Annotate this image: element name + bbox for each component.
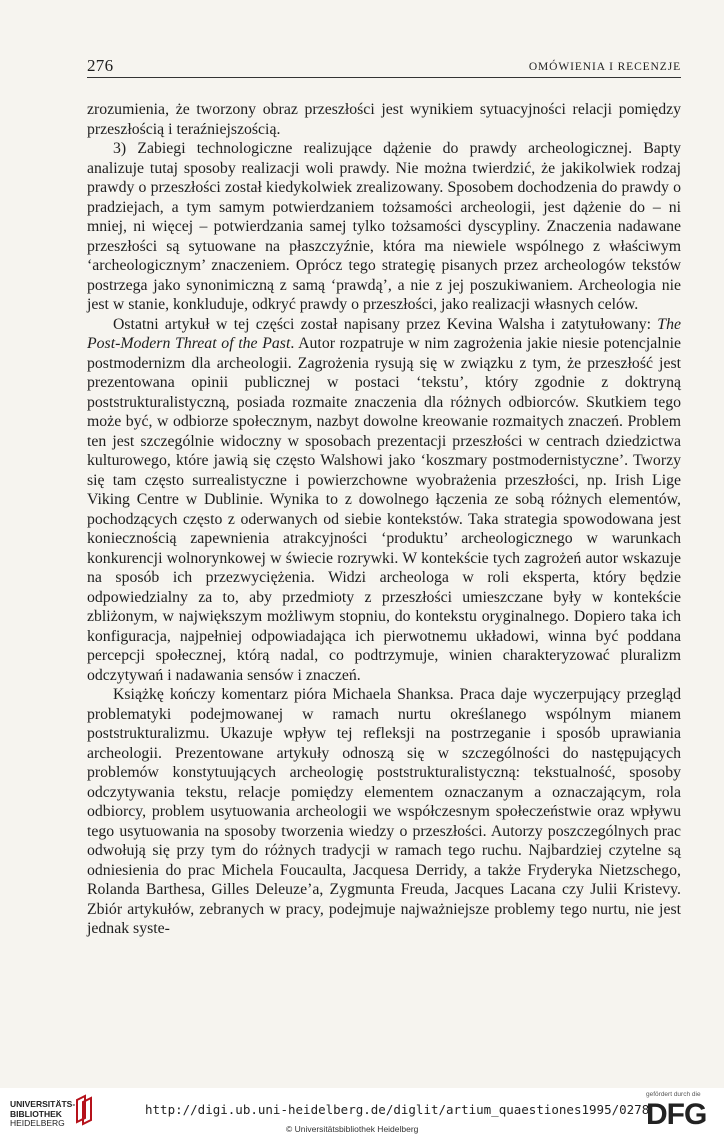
library-name-line-1: UNIVERSITÄTS- bbox=[10, 1099, 76, 1109]
paragraph-4: Książkę kończy komentarz pióra Michaela Shanksa. Praca daje wyczerpujący przegląd problematyki podejmowanej w ramach nurtu określanego wspólnym mianem poststrukturalizmu. Ukazuje wpływ tej refleksji na postrzeganie i sposób uprawiania archeologii. Prezentowane artykuły odnoszą się w szczególności do następujących problemów konstytuujących archeologię poststrukturalistyczną: tekstualność, sposoby odczytywania tekstu, relacje pomiędzy elementem oznaczanym a oznaczającym, rola odbiorcy, problem usytuowania archeologii we współczesnym społeczeństwie oraz wpływu tego usytuowania na sposoby tworzenia wiedzy o przeszłości. Autorzy poszczególnych prac odwołują się przy tym do różnych tradycji w ramach tego ruchu. Najbardziej czytelne są odniesienia do prac Michela Foucaulta, Jacquesa Derridy, a także Fryderyka Nietzschego, Rolanda Barthesa, Gilles Deleuze’a, Zygmunta Freuda, Jacques Lacana czy Julii Kristevy. Zbiór artykułów, zebranych w pracy, podejmuje najważniejsze problemy tego nurtu, nie jest jednak syste- bbox=[87, 686, 681, 937]
library-name-line-3: HEIDELBERG bbox=[10, 1118, 65, 1128]
page-number: 276 bbox=[87, 56, 114, 75]
paragraph-1: zrozumienia, że tworzony obraz przeszłości jest wynikiem sytuacyjności relacji pomiędzy przeszłością i teraźniejszością. bbox=[87, 101, 681, 138]
library-logo-icon bbox=[73, 1092, 95, 1126]
header-rule bbox=[87, 77, 681, 78]
paragraph-3-intro: Ostatni artykuł w tej części został napisany przez Kevina Walsha i zatytułowany: bbox=[113, 315, 658, 333]
paragraph-3 bbox=[87, 315, 681, 686]
copyright-notice: © Universitätsbibliothek Heidelberg bbox=[286, 1124, 419, 1134]
paragraph-3-rest: . Autor rozpatruje w nim zagrożenia jakie niesie potencjalnie postmodernizm dla archeologii. Zagrożenia rysują się w związku z tym, że przeszłość jest prezentowana opinii publicznej w postaci ‘tekstu’, który zgodnie z doktryną poststrukturalistyczną, posiada rozmaite znaczenia dla różnych odbiorców. Skutkiem tego może być, w odbiorze społecznym, nazbyt dowolne kreowanie rozmaitych znaczeń. Problem ten jest szczególnie widoczny w sposobach prezentacji przeszłości w centrach dziedzictwa kulturowego, które jawią się często Walshowi jako ‘koszmary postmodernistyczne’. Tworzy się tam często surrealistyczne i powierzchowne wyobrażenia przeszłości, np. Irish Lige Viking Centre w Dublinie. Wynika to z dowolnego łączenia ze sobą różnych elementów, pochodzących często z oderwanych od siebie kontekstów. Taka strategia spowodowana jest koniecznością zapewnienia atrakcyjności ‘produktu’ archeologicznego w warunkach konkurencji wolnorynkowej w świecie rozrywki. W kontekście tych zagrożeń autor wskazuje na sposób ich przezwyciężenia. Widzi archeologa w roli eksperta, który będzie odpowiedzialny za to, aby przedmioty z przeszłości umieszczane były w kontekście zbliżonym, w największym możliwym stopniu, do kontekstu oryginalnego. Dopiero taka ich konfiguracja, najpełniej odpowiadająca ich pierwotnemu układowi, winna być poddana percepcji społecznej, którą nadal, co podtrzymuje, winien charakteryzować pluralizm odczytywań i nadawania sensów i znaczeń. bbox=[87, 335, 681, 684]
article-body bbox=[87, 100, 681, 939]
digitization-footer bbox=[0, 1088, 724, 1142]
paragraph-2: 3) Zabiegi technologiczne realizujące dążenie do prawdy archeologicznej. Bapty analizuje tutaj sposoby realizacji woli prawdy. Nie można twierdzić, że jakikolwiek rodzaj prawdy o przeszłości został kiedykolwiek zrealizowany. Sposobem dochodzenia do prawdy o pradziejach, a tym samym potwierdzaniem tożsamości archeologii, jest dążenie do – ni mniej, ni więcej – potwierdzania samej tylko tożsamości dyscypliny. Znaczenia nadawane przeszłości są sytuowane na płaszczyźnie, która ma niewiele wspólnego z właściwym ‘archeologicznym’ znaczeniem. Oprócz tego strategię pisanych przez archeologów tekstów postrzega jako synonimiczną z samą ‘prawdą’, a nie z jej poszukiwaniem. Archeologia nie jest w stanie, konkluduje, odkryć prawdy o przeszłości, jako realizacji własnych celów. bbox=[87, 140, 681, 313]
running-head: OMÓWIENIA I RECENZJE bbox=[528, 61, 681, 73]
library-name bbox=[10, 1100, 75, 1129]
dfg-logo: DFG bbox=[646, 1098, 707, 1131]
library-name-line-2: BIBLIOTHEK bbox=[10, 1108, 62, 1119]
funding-note: gefördert durch die bbox=[646, 1091, 701, 1098]
permalink[interactable]: http://digi.ub.uni-heidelberg.de/diglit/artium_quaestiones1995/0278 bbox=[145, 1102, 650, 1117]
article-title: The Post-Modern Threat of the Past bbox=[87, 315, 681, 352]
